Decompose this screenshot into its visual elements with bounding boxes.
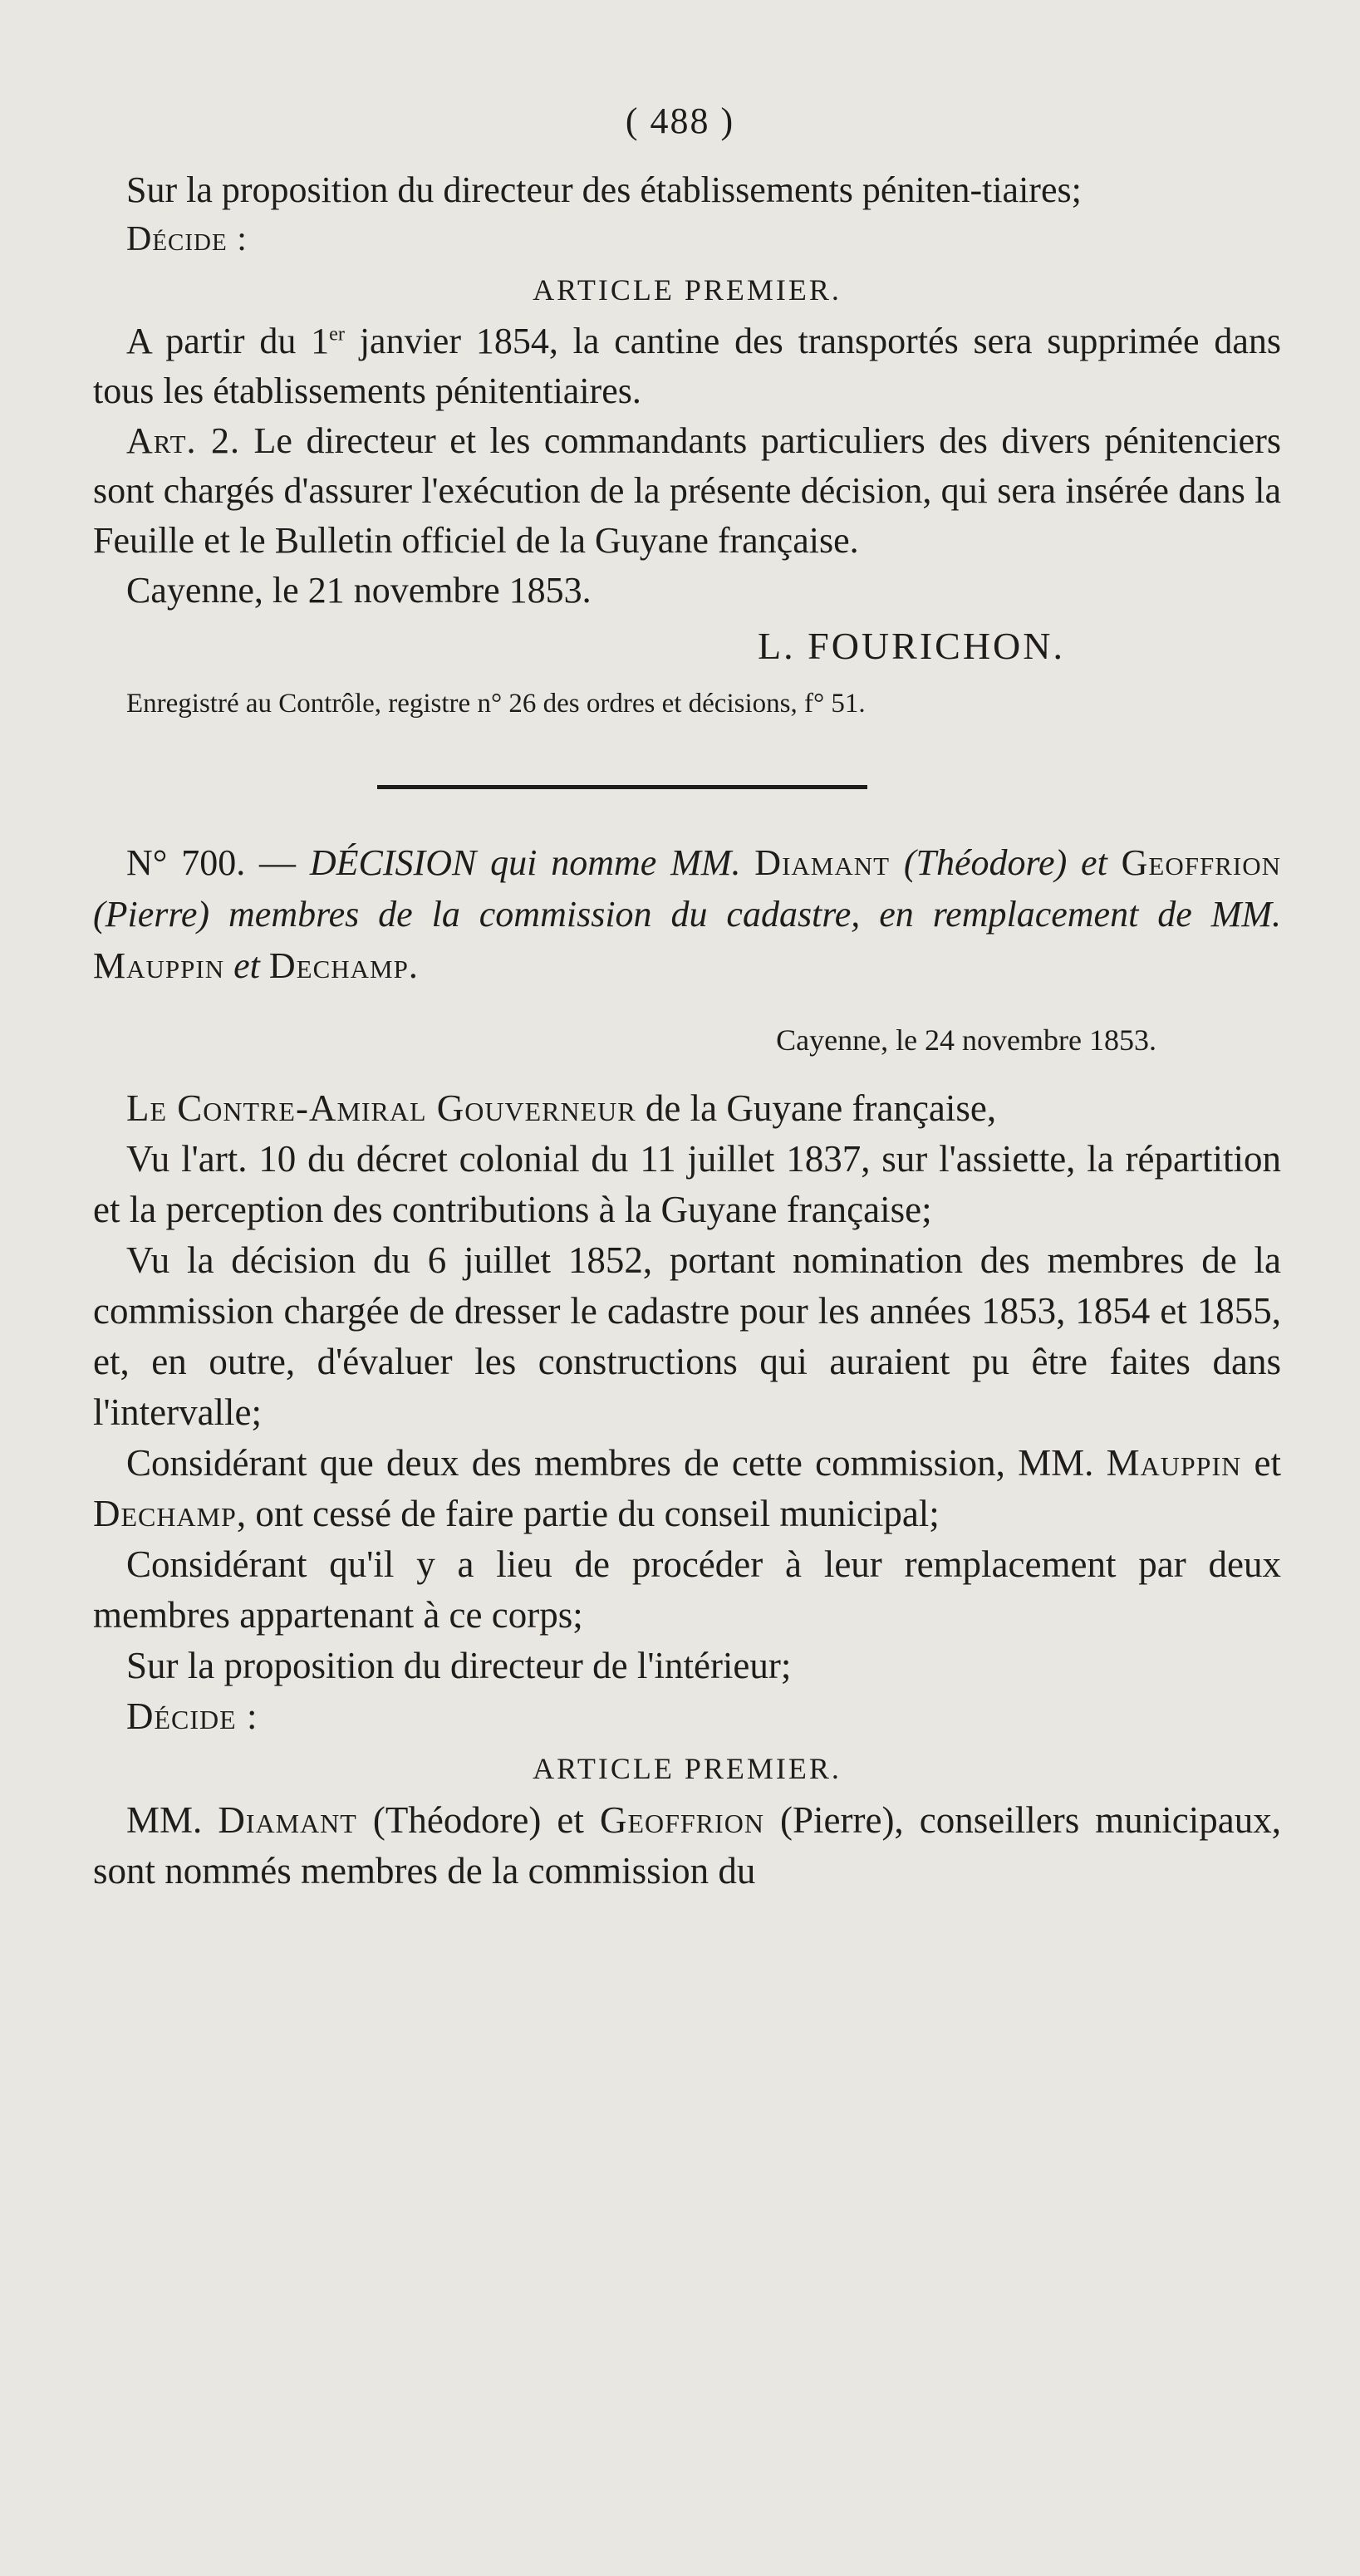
- article-name-geoffrion: Geoffrion: [599, 1799, 764, 1841]
- name-mauppin: Mauppin: [93, 945, 225, 986]
- decision-word: DÉCISION: [309, 842, 477, 883]
- proposal-line: Sur la proposition du directeur des établissements péniten-tiaires;: [126, 169, 1082, 210]
- registration-note: Enregistré au Contrôle, registre n° 26 des ordres et décisions, f° 51.: [126, 689, 866, 719]
- article-name-diamant: Diamant: [218, 1799, 357, 1841]
- decide-label: Décide :: [126, 220, 248, 258]
- considerant-name-mauppin: Mauppin: [1106, 1442, 1242, 1484]
- considerant-1-end: , ont cessé de faire partie du conseil municipal;: [236, 1493, 940, 1534]
- signature: L. FOURICHON.: [758, 625, 1065, 667]
- article-heading: ARTICLE PREMIER.: [533, 273, 842, 307]
- name-dechamp: Dechamp: [268, 945, 409, 986]
- article-2-text: Le directeur et les commandants particuliers des divers pénitenciers sont chargés d'assurer l'exécution de la présente décision, qui sera insérée dans la Feuille et le Bulletin officiel de la Guyane française.: [93, 420, 1281, 561]
- decision-article-1-mid: (Théodore) et: [356, 1799, 600, 1841]
- section-divider: [377, 785, 867, 789]
- decision-decide-label: Décide :: [126, 1695, 258, 1737]
- title-part-1: qui nomme MM.: [476, 842, 755, 883]
- considerant-1-start: Considérant que deux des membres de cette commission, MM.: [126, 1442, 1107, 1484]
- previous-decision-end: [93, 165, 1281, 729]
- decision-700: [93, 837, 1281, 1896]
- title-part-2: (Théodore) et: [890, 842, 1122, 883]
- governor-intro: [93, 1083, 1281, 1134]
- considerant-paragraph-2: Considérant qu'il y a lieu de procéder à leur remplacement par deux membres appartenant à ce corps;: [93, 1543, 1281, 1636]
- title-part-4: et: [224, 945, 269, 986]
- title-end: .: [408, 945, 418, 986]
- decision-dateline: Cayenne, le 24 novembre 1853.: [776, 1023, 1156, 1057]
- decision-article-1-start: MM.: [126, 1799, 218, 1841]
- governor-title: Le Contre-Amiral Gouverneur: [126, 1087, 636, 1129]
- considerant-name-dechamp: Dechamp: [93, 1493, 237, 1534]
- vu-paragraph-2: Vu la décision du 6 juillet 1852, portant nomination des membres de la commission chargée de dresser le cadastre pour les années 1853, 1854 et 1855, et, en outre, d'évaluer les constructions qui auraient pu être faites dans l'intervalle;: [93, 1239, 1281, 1433]
- sur-proposition: Sur la proposition du directeur de l'intérieur;: [126, 1645, 792, 1686]
- article-2-label: Art. 2.: [126, 420, 241, 461]
- decision-article-1: [93, 1795, 1281, 1896]
- article-1: [93, 316, 1281, 416]
- considerant-1-mid: et: [1241, 1442, 1281, 1484]
- ordinal-superscript: er: [329, 322, 345, 346]
- considerant-paragraph-1: [93, 1438, 1281, 1539]
- article-1-start: A partir du 1: [126, 321, 330, 361]
- decision-number: N° 700. —: [126, 842, 310, 883]
- vu-paragraph-1: Vu l'art. 10 du décret colonial du 11 juillet 1837, sur l'assiette, la répartition et la perception des contributions à la Guyane française;: [93, 1138, 1281, 1230]
- name-diamant: Diamant: [754, 842, 891, 883]
- governor-rest: de la Guyane française,: [636, 1087, 997, 1129]
- decision-title: [93, 837, 1281, 992]
- page-number: ( 488 ): [625, 101, 735, 141]
- decision-article-1-end: (Pierre), conseillers municipaux, sont nommés membres de la commission du: [93, 1799, 1281, 1892]
- name-geoffrion: Geoffrion: [1121, 842, 1282, 883]
- date-line: Cayenne, le 21 novembre 1853.: [126, 570, 592, 611]
- title-part-3: (Pierre) membres de la commission du cadastre, en remplacement de MM.: [93, 894, 1281, 935]
- article-2: [93, 416, 1281, 566]
- decision-article-heading: ARTICLE PREMIER.: [533, 1752, 842, 1785]
- article-1-text: janvier 1854, la cantine des transportés sera supprimée dans tous les établissements pénitentiaires.: [93, 321, 1281, 411]
